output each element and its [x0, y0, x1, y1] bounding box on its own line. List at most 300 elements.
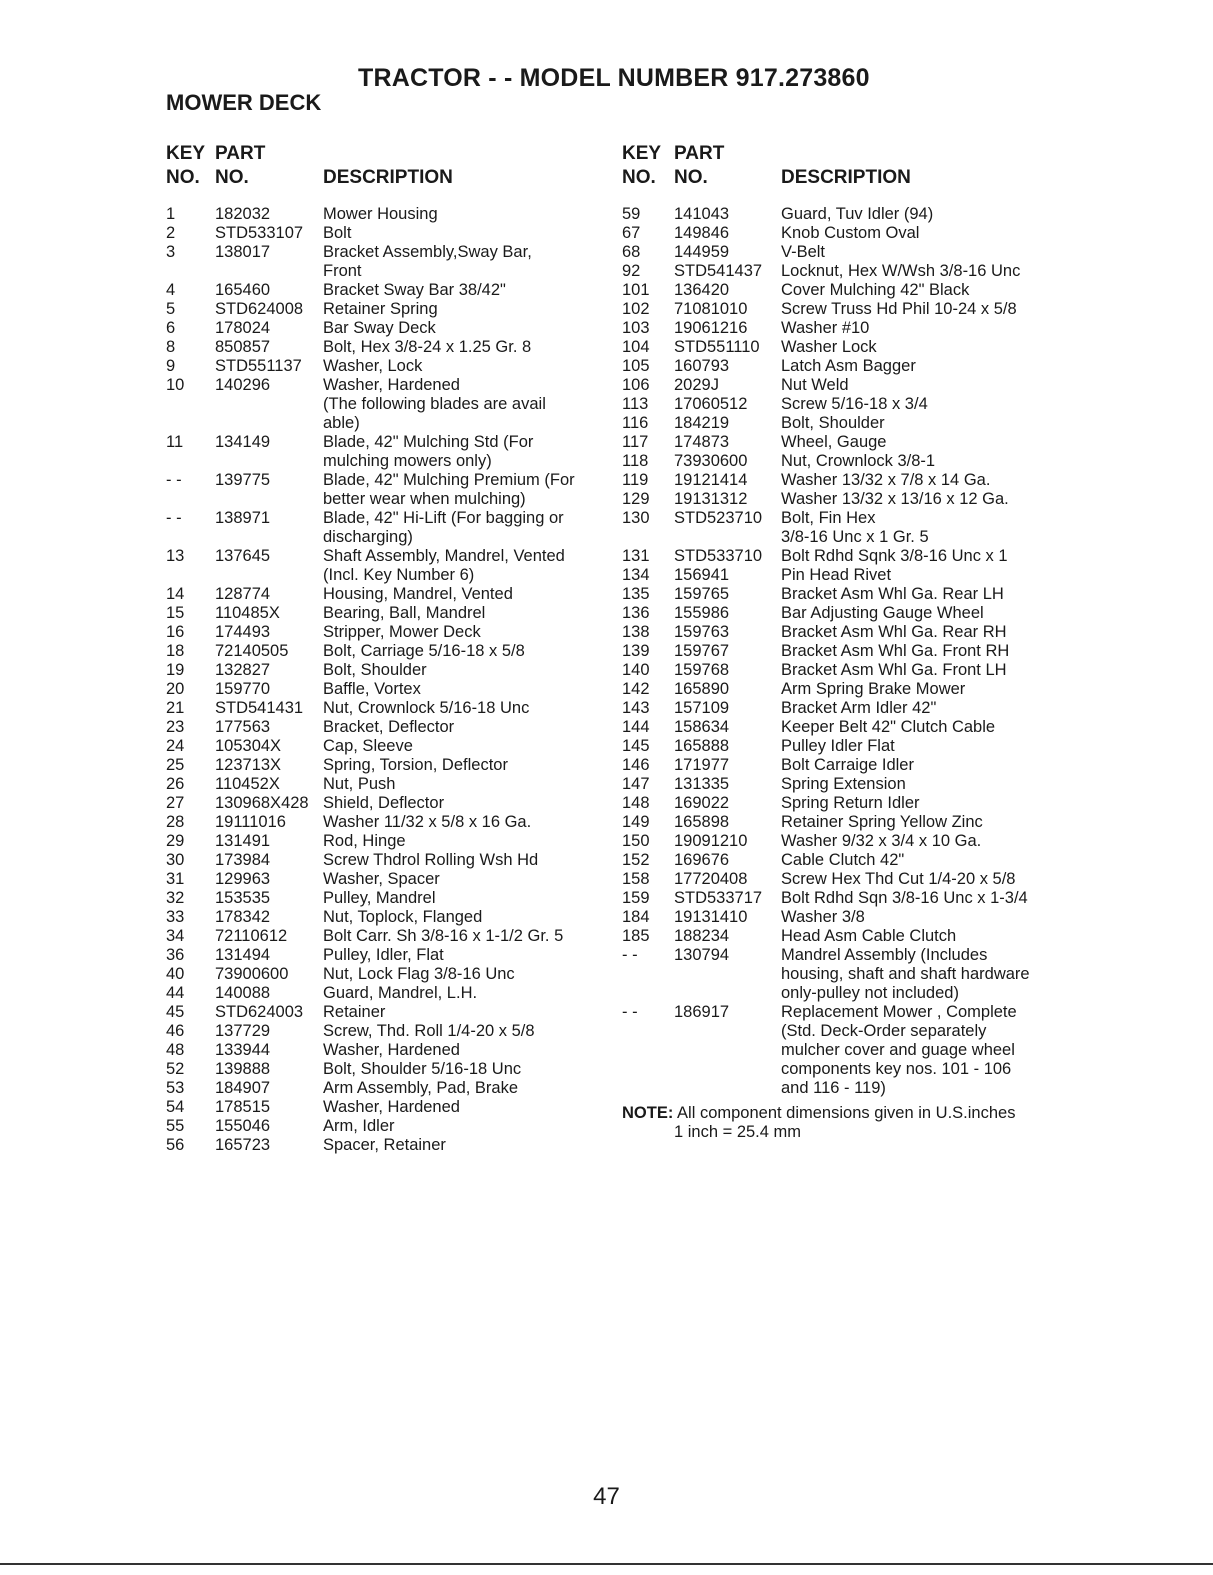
part-no: 149846 [674, 224, 730, 242]
key-no: 131 [622, 547, 650, 565]
description: Spacer, Retainer [323, 1136, 446, 1154]
key-no: 144 [622, 718, 650, 736]
description: Washer 13/32 x 13/16 x 12 Ga. [781, 490, 1009, 508]
key-no: 45 [166, 1003, 185, 1021]
table-row [166, 946, 606, 965]
table-row [166, 1098, 606, 1117]
description: Replacement Mower , Complete [781, 1003, 1017, 1021]
description: Washer #10 [781, 319, 870, 337]
description: Housing, Mandrel, Vented [323, 585, 513, 603]
description: Head Asm Cable Clutch [781, 927, 957, 945]
part-header-bottom: NO. [674, 167, 708, 188]
description: Retainer Spring [323, 300, 438, 318]
table-row [166, 965, 606, 984]
description: Stripper, Mower Deck [323, 623, 481, 641]
description: Nut, Lock Flag 3/8-16 Unc [323, 965, 515, 983]
key-no: 10 [166, 376, 185, 394]
description: Arm, Idler [323, 1117, 395, 1135]
table-row [166, 756, 606, 775]
table-row [166, 1060, 606, 1079]
part-no: 184219 [674, 414, 730, 432]
key-no: 27 [166, 794, 185, 812]
table-row [166, 262, 606, 281]
part-no: 138971 [215, 509, 271, 527]
key-no: 145 [622, 737, 650, 755]
part-no: 177563 [215, 718, 271, 736]
table-row [622, 623, 1052, 642]
key-header-top: KEY [166, 143, 206, 164]
description: Knob Custom Oval [781, 224, 920, 242]
description: able) [323, 414, 360, 432]
table-row [622, 851, 1052, 870]
description: Cable Clutch 42" [781, 851, 905, 869]
description: Keeper Belt 42" Clutch Cable [781, 718, 996, 736]
part-no: 130968X428 [215, 794, 309, 812]
table-row [622, 205, 1052, 224]
table-row [622, 1041, 1052, 1060]
part-no: 19091210 [674, 832, 748, 850]
part-no: 137729 [215, 1022, 271, 1040]
table-row [166, 528, 606, 547]
part-no: 174873 [674, 433, 730, 451]
description: components key nos. 101 - 106 [781, 1060, 1012, 1078]
table-row [166, 300, 606, 319]
description-header: DESCRIPTION [781, 167, 911, 188]
part-no: 144959 [674, 243, 730, 261]
description: Screw 5/16-18 x 3/4 [781, 395, 928, 413]
part-no: 173984 [215, 851, 271, 869]
part-no: 165888 [674, 737, 730, 755]
key-no: 23 [166, 718, 185, 736]
table-row [166, 775, 606, 794]
part-header-top: PART [674, 143, 725, 164]
key-no: 68 [622, 243, 641, 261]
table-row [622, 984, 1052, 1003]
note-label: NOTE: [622, 1104, 674, 1122]
table-row [166, 661, 606, 680]
part-no: 138017 [215, 243, 271, 261]
key-no: 130 [622, 509, 650, 527]
description: Bolt Carr. Sh 3/8-16 x 1-1/2 Gr. 5 [323, 927, 564, 945]
key-no: 139 [622, 642, 650, 660]
description: Bracket Asm Whl Ga. Front RH [781, 642, 1010, 660]
part-no: 160793 [674, 357, 730, 375]
table-row [166, 1003, 606, 1022]
part-no: 72140505 [215, 642, 289, 660]
table-row [622, 870, 1052, 889]
part-no: 165890 [674, 680, 730, 698]
table-rows [166, 205, 606, 1155]
table-row [166, 889, 606, 908]
key-no: 140 [622, 661, 650, 679]
description: mulcher cover and guage wheel [781, 1041, 1015, 1059]
part-no: 19121414 [674, 471, 748, 489]
table-row [622, 395, 1052, 414]
table-row [166, 718, 606, 737]
section-title: MOWER DECK [166, 90, 322, 115]
table-row [622, 414, 1052, 433]
description: Mandrel Assembly (Includes [781, 946, 988, 964]
table-row [622, 243, 1052, 262]
table-row [166, 281, 606, 300]
parts-table-right [622, 143, 1052, 1098]
description: Spring, Torsion, Deflector [323, 756, 508, 774]
description: Bracket, Deflector [323, 718, 455, 736]
key-no: 56 [166, 1136, 185, 1154]
part-header-bottom: NO. [215, 167, 249, 188]
key-no: 138 [622, 623, 650, 641]
table-row [622, 832, 1052, 851]
part-no: 139775 [215, 471, 271, 489]
bottom-rule [0, 1563, 1213, 1565]
table-row [166, 414, 606, 433]
part-no: STD533107 [215, 224, 304, 242]
table-row [166, 794, 606, 813]
description: Bolt, Shoulder [323, 661, 427, 679]
part-no: 165723 [215, 1136, 271, 1154]
part-no: 178342 [215, 908, 271, 926]
part-no: STD624008 [215, 300, 304, 318]
part-no: 110485X [215, 604, 280, 622]
description: Cap, Sleeve [323, 737, 413, 755]
table-row [622, 528, 1052, 547]
key-no: 102 [622, 300, 650, 318]
key-no: 149 [622, 813, 650, 831]
description: Bolt, Hex 3/8-24 x 1.25 Gr. 8 [323, 338, 532, 356]
table-row [622, 224, 1052, 243]
key-no: - - [166, 471, 182, 489]
description: Retainer [323, 1003, 386, 1021]
description: Baffle, Vortex [323, 680, 421, 698]
key-no: 4 [166, 281, 176, 299]
table-row [166, 585, 606, 604]
table-row [622, 1022, 1052, 1041]
part-no: 159767 [674, 642, 730, 660]
description: Screw, Thd. Roll 1/4-20 x 5/8 [323, 1022, 535, 1040]
part-no: 165898 [674, 813, 730, 831]
table-row [166, 205, 606, 224]
key-no: 55 [166, 1117, 185, 1135]
part-no: 184907 [215, 1079, 271, 1097]
table-row [622, 1003, 1052, 1022]
table-row [622, 490, 1052, 509]
table-row [622, 452, 1052, 471]
table-row [166, 984, 606, 1003]
key-no: 11 [166, 433, 184, 451]
description: Washer, Hardened [323, 376, 460, 394]
key-no: 44 [166, 984, 185, 1002]
part-no: 186917 [674, 1003, 730, 1021]
description: housing, shaft and shaft hardware [781, 965, 1030, 983]
table-row [622, 357, 1052, 376]
description: Blade, 42" Mulching Std (For [323, 433, 534, 451]
description: Shield, Deflector [323, 794, 445, 812]
key-no: 6 [166, 319, 176, 337]
part-no: 123713X [215, 756, 282, 774]
key-no: 54 [166, 1098, 185, 1116]
table-row [166, 737, 606, 756]
key-header-top: KEY [622, 143, 662, 164]
description: Guard, Mandrel, L.H. [323, 984, 478, 1002]
part-no: 137645 [215, 547, 271, 565]
table-row [622, 642, 1052, 661]
key-no: 5 [166, 300, 176, 318]
part-no: 110452X [215, 775, 280, 793]
description: (Incl. Key Number 6) [323, 566, 475, 584]
key-no: 185 [622, 927, 650, 945]
key-header-bottom: NO. [622, 167, 656, 188]
description: Wheel, Gauge [781, 433, 887, 451]
key-no: 59 [622, 205, 641, 223]
description: Screw Thdrol Rolling Wsh Hd [323, 851, 539, 869]
part-header-top: PART [215, 143, 266, 164]
table-row [622, 376, 1052, 395]
key-no: 36 [166, 946, 185, 964]
key-header-bottom: NO. [166, 167, 200, 188]
key-no: 1 [166, 205, 176, 223]
key-no: 9 [166, 357, 176, 375]
table-row [622, 262, 1052, 281]
description: Guard, Tuv Idler (94) [781, 205, 934, 223]
table-row [166, 908, 606, 927]
description: Bolt, Shoulder 5/16-18 Unc [323, 1060, 522, 1078]
table-row [166, 547, 606, 566]
description: Bolt, Shoulder [781, 414, 885, 432]
key-no: 143 [622, 699, 650, 717]
description: Washer, Hardened [323, 1098, 460, 1116]
table-row [166, 471, 606, 490]
part-no: 155986 [674, 604, 730, 622]
table-row [622, 585, 1052, 604]
part-no: 159763 [674, 623, 730, 641]
key-no: 33 [166, 908, 185, 926]
description: better wear when mulching) [323, 490, 526, 508]
table-row [166, 927, 606, 946]
part-no: 133944 [215, 1041, 271, 1059]
part-no: 159770 [215, 680, 271, 698]
part-no: 165460 [215, 281, 271, 299]
table-row [622, 1079, 1052, 1098]
key-no: 48 [166, 1041, 185, 1059]
key-no: 32 [166, 889, 185, 907]
key-no: 3 [166, 243, 176, 261]
table-row [166, 851, 606, 870]
part-no: 159768 [674, 661, 730, 679]
table-row [622, 433, 1052, 452]
key-no: 152 [622, 851, 650, 869]
key-no: 104 [622, 338, 650, 356]
part-no: 182032 [215, 205, 271, 223]
part-no: 17060512 [674, 395, 748, 413]
key-no: 15 [166, 604, 185, 622]
table-row [166, 604, 606, 623]
table-row [166, 566, 606, 585]
description: Bolt, Fin Hex [781, 509, 876, 527]
description: Nut, Crownlock 5/16-18 Unc [323, 699, 530, 717]
table-row [166, 243, 606, 262]
description: mulching mowers only) [323, 452, 492, 470]
parts-table-left [166, 143, 606, 1155]
table-row [166, 623, 606, 642]
table-row [622, 604, 1052, 623]
table-row [622, 889, 1052, 908]
description: Washer, Lock [323, 357, 423, 375]
description: (The following blades are avail [323, 395, 546, 413]
part-no: 17720408 [674, 870, 748, 888]
key-no: 113 [622, 395, 649, 413]
table-row [166, 338, 606, 357]
table-row [622, 300, 1052, 319]
key-no: 147 [622, 775, 650, 793]
table-row [166, 509, 606, 528]
key-no: 117 [622, 433, 649, 451]
part-no: 128774 [215, 585, 271, 603]
table-row [166, 642, 606, 661]
description: Pin Head Rivet [781, 566, 892, 584]
key-no: 142 [622, 680, 650, 698]
key-no: 101 [622, 281, 650, 299]
description: Bolt Rdhd Sqnk 3/8-16 Unc x 1 [781, 547, 1008, 565]
description: Mower Housing [323, 205, 438, 223]
description-header: DESCRIPTION [323, 167, 453, 188]
part-no: 153535 [215, 889, 271, 907]
key-no: 13 [166, 547, 185, 565]
table-row [166, 490, 606, 509]
part-no: STD523710 [674, 509, 763, 527]
description: Bracket Asm Whl Ga. Rear RH [781, 623, 1007, 641]
description: Arm Spring Brake Mower [781, 680, 966, 698]
part-no: 19131312 [674, 490, 748, 508]
key-no: 134 [622, 566, 650, 584]
part-no: 155046 [215, 1117, 271, 1135]
key-no: - - [166, 509, 182, 527]
description: Pulley, Idler, Flat [323, 946, 444, 964]
key-no: 135 [622, 585, 650, 603]
key-no: 106 [622, 376, 650, 394]
part-no: 105304X [215, 737, 282, 755]
part-no: 169022 [674, 794, 730, 812]
description: Latch Asm Bagger [781, 357, 916, 375]
description: Bearing, Ball, Mandrel [323, 604, 486, 622]
key-no: 46 [166, 1022, 185, 1040]
table-row [166, 1079, 606, 1098]
part-no: 139888 [215, 1060, 271, 1078]
description: Nut Weld [781, 376, 849, 394]
part-no: 19111016 [215, 813, 286, 831]
key-no: - - [622, 946, 638, 964]
table-row [622, 794, 1052, 813]
table-row [622, 756, 1052, 775]
table-row [622, 281, 1052, 300]
description: 3/8-16 Unc x 1 Gr. 5 [781, 528, 929, 546]
note-text: All component dimensions given in U.S.inches [673, 1104, 1016, 1122]
table-row [622, 965, 1052, 984]
key-no: 2 [166, 224, 176, 242]
description: Bracket Asm Whl Ga. Rear LH [781, 585, 1004, 603]
description: only-pulley not included) [781, 984, 959, 1002]
part-no: 2029J [674, 376, 719, 394]
description: Blade, 42" Mulching Premium (For [323, 471, 575, 489]
key-no: 150 [622, 832, 650, 850]
key-no: 40 [166, 965, 185, 983]
table-row [166, 1041, 606, 1060]
key-no: 92 [622, 262, 641, 280]
description: Cover Mulching 42" Black [781, 281, 970, 299]
part-no: 130794 [674, 946, 730, 964]
part-no: STD551110 [674, 338, 760, 356]
description: and 116 - 119) [781, 1079, 886, 1097]
description: Bracket Arm Idler 42" [781, 699, 937, 717]
key-no: 119 [622, 471, 649, 489]
description: Locknut, Hex W/Wsh 3/8-16 Unc [781, 262, 1021, 280]
part-no: 174493 [215, 623, 271, 641]
key-no: 34 [166, 927, 185, 945]
description: Bolt Carraige Idler [781, 756, 914, 774]
part-no: 178515 [215, 1098, 271, 1116]
part-no: 188234 [674, 927, 730, 945]
key-no: 30 [166, 851, 185, 869]
part-no: 169676 [674, 851, 730, 869]
table-row [622, 1060, 1052, 1079]
description: Rod, Hinge [323, 832, 406, 850]
part-no: STD533717 [674, 889, 763, 907]
key-no: 159 [622, 889, 650, 907]
key-no: 8 [166, 338, 176, 356]
table-header [166, 143, 606, 205]
part-no: 850857 [215, 338, 271, 356]
part-no: 136420 [674, 281, 730, 299]
part-no: 72110612 [215, 927, 288, 945]
description: Front [323, 262, 362, 280]
part-no: STD541437 [674, 262, 763, 280]
table-row [622, 509, 1052, 528]
description: Spring Extension [781, 775, 906, 793]
table-row [622, 699, 1052, 718]
table-row [166, 1117, 606, 1136]
part-no: 132827 [215, 661, 271, 679]
table-row [166, 357, 606, 376]
part-no: 73930600 [674, 452, 748, 470]
table-row [166, 376, 606, 395]
note-conversion: 1 inch = 25.4 mm [674, 1123, 802, 1141]
description: Nut, Crownlock 3/8-1 [781, 452, 936, 470]
table-row [622, 319, 1052, 338]
description: Bolt, Carriage 5/16-18 x 5/8 [323, 642, 525, 660]
key-no: 18 [166, 642, 185, 660]
part-no: 19061216 [674, 319, 748, 337]
description: Blade, 42" Hi-Lift (For bagging or [323, 509, 564, 527]
key-no: 103 [622, 319, 650, 337]
key-no: 31 [166, 870, 185, 888]
part-no: 19131410 [674, 908, 748, 926]
dimension-note [622, 1104, 1016, 1141]
part-no: 171977 [674, 756, 730, 774]
table-rows [622, 205, 1052, 1098]
description: discharging) [323, 528, 413, 546]
key-no: 29 [166, 832, 185, 850]
part-no: 131494 [215, 946, 271, 964]
part-no: STD533710 [674, 547, 763, 565]
key-no: 148 [622, 794, 650, 812]
key-no: 116 [622, 414, 649, 432]
table-header [622, 143, 1052, 205]
key-no: - - [622, 1003, 638, 1021]
description: Bolt [323, 224, 352, 242]
key-no: 25 [166, 756, 185, 774]
table-row [622, 813, 1052, 832]
description: Bracket Assembly,Sway Bar, [323, 243, 532, 261]
description: Washer 9/32 x 3/4 x 10 Ga. [781, 832, 982, 850]
